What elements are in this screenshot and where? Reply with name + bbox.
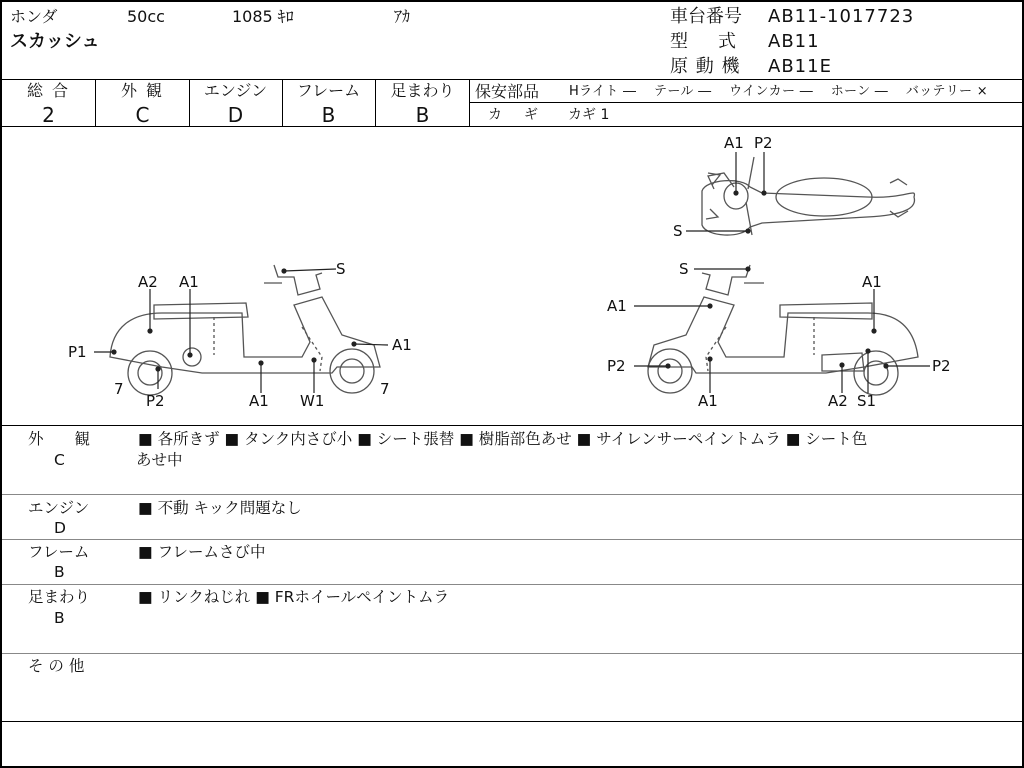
damage-label: A1 xyxy=(607,297,627,315)
divider xyxy=(469,102,1022,103)
damage-label: S1 xyxy=(857,392,877,410)
comment-text-engine: ■ 不動 キック問題なし xyxy=(138,499,302,517)
model-name: スカッシュ xyxy=(10,31,100,52)
comment-grade-exterior: C xyxy=(54,451,65,469)
damage-label: P2 xyxy=(146,392,165,410)
divider xyxy=(2,425,1022,426)
color: ｱｶ xyxy=(394,7,411,26)
maker: ホンダ xyxy=(10,7,58,26)
grade-exterior-value: C xyxy=(135,103,150,127)
frame-no-label: 車台番号 xyxy=(670,6,742,27)
damage-label: S xyxy=(336,260,346,278)
grade-engine-value: D xyxy=(227,103,244,127)
damage-label: S xyxy=(679,260,689,278)
divider xyxy=(2,79,1022,80)
key-value: カギ 1 xyxy=(568,107,610,123)
top-view-scooter xyxy=(702,157,914,235)
grade-suspension-label: 足まわり xyxy=(390,81,455,100)
frame-no: AB11-1017723 xyxy=(768,6,915,27)
damage-label: A1 xyxy=(862,273,882,291)
divider xyxy=(2,584,1022,585)
divider xyxy=(2,494,1022,495)
comment-label-exterior: 外 観 xyxy=(28,430,91,448)
grade-overall-label: 総 合 xyxy=(26,81,71,100)
damage-label: A2 xyxy=(138,273,158,291)
damage-label: 7 xyxy=(380,380,390,398)
comment-grade-engine: D xyxy=(54,519,66,537)
safety-parts-items: Hライト ― テール ― ウインカー ― ホーン ― バッテリー × xyxy=(569,84,988,99)
divider xyxy=(469,79,470,126)
damage-label: A1 xyxy=(392,336,412,354)
comment-text-suspension: ■ リンクねじれ ■ FRホイールペイントムラ xyxy=(138,588,450,606)
type-label: 型 式 xyxy=(670,31,742,52)
grade-engine-label: エンジン xyxy=(203,81,268,100)
damage-label: 7 xyxy=(114,380,124,398)
type-value: AB11 xyxy=(768,31,820,52)
damage-label: P2 xyxy=(607,357,626,375)
comment-text-exterior: ■ 各所きず ■ タンク内さび小 ■ シート張替 ■ 樹脂部色あせ ■ サイレンサーペイントムラ ■ シート色 xyxy=(138,430,868,448)
comment-text-exterior-cont: あせ中 xyxy=(136,451,183,469)
damage-label: A1 xyxy=(698,392,718,410)
grade-exterior-label: 外 観 xyxy=(120,81,165,100)
safety-parts-label: 保安部品 xyxy=(475,82,540,101)
divider xyxy=(2,539,1022,540)
grade-suspension-value: B xyxy=(415,103,430,127)
damage-label: A1 xyxy=(179,273,199,291)
comment-grade-frame: B xyxy=(54,563,65,581)
displacement: 50cc xyxy=(127,7,165,26)
divider xyxy=(2,653,1022,654)
damage-label: P1 xyxy=(68,343,87,361)
grade-frame-label: フレーム xyxy=(296,81,361,100)
key-label: カ ギ xyxy=(488,107,542,123)
divider xyxy=(2,721,1022,722)
comment-label-engine: エンジン xyxy=(28,499,90,517)
grade-overall-value: 2 xyxy=(42,103,55,127)
engine-label: 原 動 機 xyxy=(670,56,741,77)
damage-label: A2 xyxy=(828,392,848,410)
grade-frame-value: B xyxy=(321,103,336,127)
comment-label-frame: フレーム xyxy=(28,543,90,561)
scooter-damage-diagram xyxy=(2,127,1022,427)
damage-label: W1 xyxy=(300,392,325,410)
comment-grade-suspension: B xyxy=(54,609,65,627)
mileage: 1085 ｷﾛ xyxy=(232,7,294,26)
comment-label-other: そ の 他 xyxy=(28,657,85,675)
damage-label: P2 xyxy=(932,357,951,375)
engine-value: AB11E xyxy=(768,56,832,77)
comment-label-suspension: 足まわり xyxy=(28,588,91,606)
damage-label: S xyxy=(673,222,683,240)
damage-label: A1 xyxy=(249,392,269,410)
damage-label: A1 xyxy=(724,134,744,152)
damage-label: P2 xyxy=(754,134,773,152)
comment-text-frame: ■ フレームさび中 xyxy=(138,543,266,561)
